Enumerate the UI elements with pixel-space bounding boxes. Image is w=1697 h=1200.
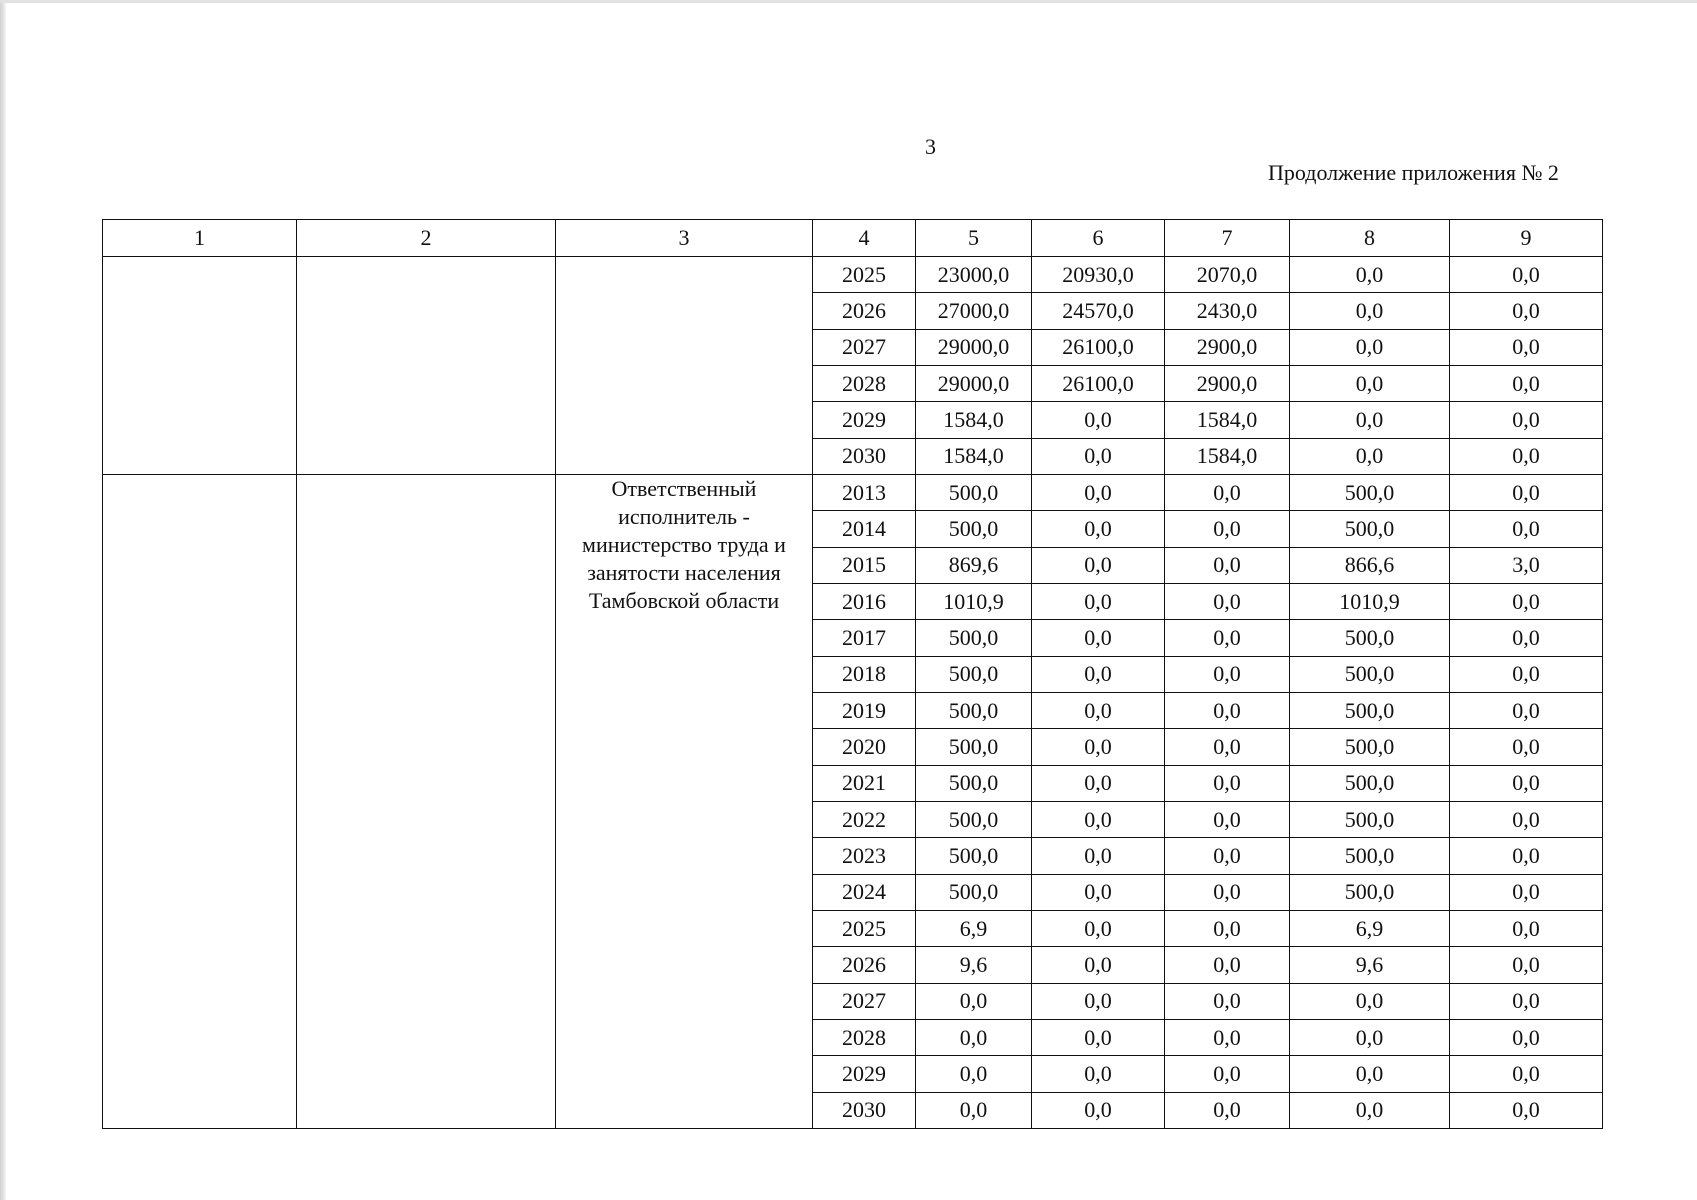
column-header: 7: [1165, 220, 1290, 257]
federal-budget-cell: 0,0: [1032, 1019, 1165, 1055]
col-9-cell: 0,0: [1450, 983, 1603, 1019]
regional-budget-cell: 0,0: [1165, 983, 1290, 1019]
col-8-cell: 500,0: [1290, 729, 1450, 765]
col-8-cell: 500,0: [1290, 801, 1450, 837]
year-cell: 2029: [813, 402, 916, 438]
col-9-cell: 0,0: [1450, 838, 1603, 874]
federal-budget-cell: 0,0: [1032, 874, 1165, 910]
total-cell: 1584,0: [916, 438, 1032, 474]
budget-table: [102, 219, 1603, 1129]
total-cell: 1010,9: [916, 583, 1032, 619]
total-cell: 500,0: [916, 801, 1032, 837]
year-cell: 2017: [813, 620, 916, 656]
column-header: 1: [103, 220, 297, 257]
col-9-cell: 0,0: [1450, 511, 1603, 547]
year-cell: 2025: [813, 257, 916, 293]
regional-budget-cell: 1584,0: [1165, 402, 1290, 438]
col-9-cell: 0,0: [1450, 293, 1603, 329]
year-cell: 2027: [813, 983, 916, 1019]
regional-budget-cell: 0,0: [1165, 620, 1290, 656]
year-cell: 2021: [813, 765, 916, 801]
regional-budget-cell: 2430,0: [1165, 293, 1290, 329]
total-cell: 23000,0: [916, 257, 1032, 293]
col-9-cell: 0,0: [1450, 583, 1603, 619]
total-cell: 29000,0: [916, 329, 1032, 365]
total-cell: 0,0: [916, 1019, 1032, 1055]
federal-budget-cell: 0,0: [1032, 438, 1165, 474]
total-cell: 500,0: [916, 874, 1032, 910]
total-cell: 500,0: [916, 692, 1032, 728]
col-8-cell: 0,0: [1290, 365, 1450, 401]
total-cell: 0,0: [916, 1092, 1032, 1128]
col-8-cell: 0,0: [1290, 257, 1450, 293]
col-9-cell: 0,0: [1450, 1056, 1603, 1092]
year-cell: 2030: [813, 1092, 916, 1128]
total-cell: 6,9: [916, 910, 1032, 946]
total-cell: 0,0: [916, 983, 1032, 1019]
year-cell: 2030: [813, 438, 916, 474]
regional-budget-cell: 0,0: [1165, 838, 1290, 874]
federal-budget-cell: 0,0: [1032, 801, 1165, 837]
regional-budget-cell: 0,0: [1165, 474, 1290, 510]
col-8-cell: 0,0: [1290, 983, 1450, 1019]
federal-budget-cell: 26100,0: [1032, 329, 1165, 365]
total-cell: 9,6: [916, 947, 1032, 983]
col-8-cell: 500,0: [1290, 692, 1450, 728]
year-cell: 2016: [813, 583, 916, 619]
appendix-continuation-label: Продолжение приложения № 2: [1268, 160, 1559, 185]
total-cell: 500,0: [916, 474, 1032, 510]
column-header: 2: [297, 220, 556, 257]
regional-budget-cell: 0,0: [1165, 583, 1290, 619]
regional-budget-cell: 0,0: [1165, 656, 1290, 692]
col-9-cell: 0,0: [1450, 438, 1603, 474]
table-row: [103, 257, 1603, 293]
col-9-cell: 0,0: [1450, 365, 1603, 401]
year-cell: 2023: [813, 838, 916, 874]
column-header: 3: [556, 220, 813, 257]
total-cell: 1584,0: [916, 402, 1032, 438]
col-8-cell: 0,0: [1290, 1019, 1450, 1055]
col-8-cell: 500,0: [1290, 620, 1450, 656]
regional-budget-cell: 0,0: [1165, 547, 1290, 583]
federal-budget-cell: 0,0: [1032, 547, 1165, 583]
col-8-cell: 0,0: [1290, 438, 1450, 474]
regional-budget-cell: 2900,0: [1165, 365, 1290, 401]
column-header: 5: [916, 220, 1032, 257]
col-9-cell: 0,0: [1450, 910, 1603, 946]
year-cell: 2025: [813, 910, 916, 946]
col-8-cell: 500,0: [1290, 874, 1450, 910]
regional-budget-cell: 0,0: [1165, 947, 1290, 983]
col-9-cell: 0,0: [1450, 692, 1603, 728]
col-9-cell: 0,0: [1450, 947, 1603, 983]
column-header: 6: [1032, 220, 1165, 257]
col-9-cell: 0,0: [1450, 620, 1603, 656]
col-8-cell: 500,0: [1290, 838, 1450, 874]
total-cell: 0,0: [916, 1056, 1032, 1092]
col-8-cell: 1010,9: [1290, 583, 1450, 619]
regional-budget-cell: 1584,0: [1165, 438, 1290, 474]
federal-budget-cell: 0,0: [1032, 910, 1165, 946]
table-row: [103, 474, 1603, 510]
total-cell: 500,0: [916, 511, 1032, 547]
col-9-cell: 0,0: [1450, 329, 1603, 365]
page-number: 3: [925, 134, 936, 159]
year-cell: 2020: [813, 729, 916, 765]
year-cell: 2029: [813, 1056, 916, 1092]
column-2-cell: [297, 474, 556, 1128]
total-cell: 500,0: [916, 838, 1032, 874]
federal-budget-cell: 20930,0: [1032, 257, 1165, 293]
year-cell: 2028: [813, 365, 916, 401]
scan-edge: [0, 0, 6, 1200]
column-1-cell: [103, 257, 297, 475]
total-cell: 27000,0: [916, 293, 1032, 329]
total-cell: 500,0: [916, 765, 1032, 801]
column-header: 9: [1450, 220, 1603, 257]
federal-budget-cell: 0,0: [1032, 583, 1165, 619]
regional-budget-cell: 0,0: [1165, 511, 1290, 547]
federal-budget-cell: 0,0: [1032, 1092, 1165, 1128]
col-9-cell: 0,0: [1450, 1092, 1603, 1128]
year-cell: 2028: [813, 1019, 916, 1055]
year-cell: 2026: [813, 947, 916, 983]
federal-budget-cell: 0,0: [1032, 729, 1165, 765]
col-9-cell: 0,0: [1450, 801, 1603, 837]
federal-budget-cell: 0,0: [1032, 511, 1165, 547]
header-row: [103, 220, 1603, 257]
regional-budget-cell: 0,0: [1165, 910, 1290, 946]
executor-cell: [556, 257, 813, 475]
year-cell: 2024: [813, 874, 916, 910]
year-cell: 2019: [813, 692, 916, 728]
regional-budget-cell: 0,0: [1165, 874, 1290, 910]
regional-budget-cell: 0,0: [1165, 1019, 1290, 1055]
col-8-cell: 9,6: [1290, 947, 1450, 983]
col-9-cell: 0,0: [1450, 765, 1603, 801]
col-8-cell: 6,9: [1290, 910, 1450, 946]
federal-budget-cell: 0,0: [1032, 620, 1165, 656]
scan-edge-top: [0, 0, 1697, 3]
regional-budget-cell: 2900,0: [1165, 329, 1290, 365]
regional-budget-cell: 0,0: [1165, 1092, 1290, 1128]
col-8-cell: 0,0: [1290, 293, 1450, 329]
year-cell: 2013: [813, 474, 916, 510]
col-9-cell: 0,0: [1450, 1019, 1603, 1055]
column-header: 4: [813, 220, 916, 257]
year-cell: 2014: [813, 511, 916, 547]
col-8-cell: 500,0: [1290, 511, 1450, 547]
total-cell: 500,0: [916, 729, 1032, 765]
col-9-cell: 0,0: [1450, 656, 1603, 692]
federal-budget-cell: 0,0: [1032, 692, 1165, 728]
col-9-cell: 3,0: [1450, 547, 1603, 583]
federal-budget-cell: 24570,0: [1032, 293, 1165, 329]
col-9-cell: 0,0: [1450, 729, 1603, 765]
col-8-cell: 500,0: [1290, 656, 1450, 692]
federal-budget-cell: 0,0: [1032, 474, 1165, 510]
executor-cell: Ответственный исполнитель - министерство труда и занятости населения Тамбовской области: [556, 474, 813, 1128]
col-9-cell: 0,0: [1450, 874, 1603, 910]
year-cell: 2027: [813, 329, 916, 365]
col-8-cell: 0,0: [1290, 1056, 1450, 1092]
col-8-cell: 500,0: [1290, 474, 1450, 510]
col-9-cell: 0,0: [1450, 474, 1603, 510]
regional-budget-cell: 0,0: [1165, 765, 1290, 801]
regional-budget-cell: 0,0: [1165, 729, 1290, 765]
col-8-cell: 866,6: [1290, 547, 1450, 583]
total-cell: 869,6: [916, 547, 1032, 583]
regional-budget-cell: 0,0: [1165, 1056, 1290, 1092]
regional-budget-cell: 0,0: [1165, 801, 1290, 837]
regional-budget-cell: 0,0: [1165, 692, 1290, 728]
col-8-cell: 0,0: [1290, 402, 1450, 438]
federal-budget-cell: 26100,0: [1032, 365, 1165, 401]
total-cell: 500,0: [916, 656, 1032, 692]
federal-budget-cell: 0,0: [1032, 838, 1165, 874]
total-cell: 500,0: [916, 620, 1032, 656]
column-2-cell: [297, 257, 556, 475]
col-9-cell: 0,0: [1450, 257, 1603, 293]
federal-budget-cell: 0,0: [1032, 947, 1165, 983]
federal-budget-cell: 0,0: [1032, 983, 1165, 1019]
year-cell: 2026: [813, 293, 916, 329]
year-cell: 2015: [813, 547, 916, 583]
federal-budget-cell: 0,0: [1032, 656, 1165, 692]
col-9-cell: 0,0: [1450, 402, 1603, 438]
col-8-cell: 500,0: [1290, 765, 1450, 801]
federal-budget-cell: 0,0: [1032, 1056, 1165, 1092]
total-cell: 29000,0: [916, 365, 1032, 401]
year-cell: 2022: [813, 801, 916, 837]
federal-budget-cell: 0,0: [1032, 402, 1165, 438]
column-header: 8: [1290, 220, 1450, 257]
table-body: [103, 257, 1603, 1129]
col-8-cell: 0,0: [1290, 329, 1450, 365]
regional-budget-cell: 2070,0: [1165, 257, 1290, 293]
col-8-cell: 0,0: [1290, 1092, 1450, 1128]
federal-budget-cell: 0,0: [1032, 765, 1165, 801]
column-1-cell: [103, 474, 297, 1128]
year-cell: 2018: [813, 656, 916, 692]
